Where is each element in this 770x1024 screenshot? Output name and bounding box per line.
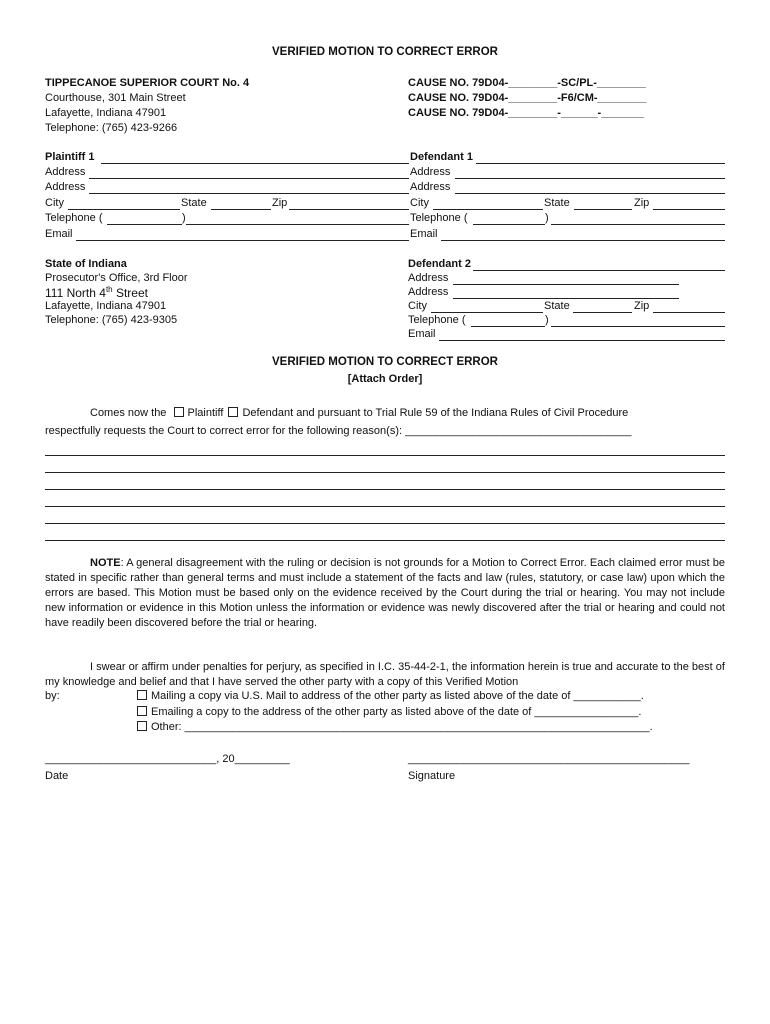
intro-line: [90, 407, 628, 419]
court-name: TIPPECANOE SUPERIOR COURT No. 4: [45, 77, 250, 89]
document-title: VERIFIED MOTION TO CORRECT ERROR: [272, 46, 498, 58]
comes-now-text: Comes now the: [90, 407, 167, 419]
defendant2-telephone-line[interactable]: [551, 326, 725, 327]
plaintiff-zip-line[interactable]: [289, 209, 409, 210]
plaintiff-name-line[interactable]: [101, 163, 409, 164]
signature-line[interactable]: ______________________________________________: [408, 753, 690, 765]
defendant2-city-line[interactable]: [431, 312, 543, 313]
defendant1-address-label: Address: [410, 166, 451, 178]
defendant2-zip-label: Zip: [634, 300, 650, 312]
plaintiff-email-label: Email: [45, 228, 73, 240]
state-street: 111 North 4th Street: [45, 285, 148, 300]
defendant1-area-code-line[interactable]: [473, 224, 545, 225]
defendant2-label: Defendant 2: [408, 258, 471, 270]
plaintiff-telephone-label: Telephone (: [45, 212, 103, 224]
defendant1-email-line[interactable]: [441, 240, 725, 241]
email-checkbox[interactable]: [137, 706, 147, 716]
reason-line-6[interactable]: [45, 540, 725, 541]
defendant1-address-line-2[interactable]: [455, 193, 725, 194]
court-address-1: Courthouse, 301 Main Street: [45, 92, 186, 104]
court-address-2: Lafayette, Indiana 47901: [45, 107, 167, 119]
defendant-option-label: Defendant and pursuant to Trial Rule 59 of the Indiana Rules of Civil Procedure: [242, 407, 629, 419]
cause-number-1: CAUSE NO. 79D04-________-SC/PL-________: [408, 77, 646, 89]
note-paragraph: [45, 556, 725, 631]
service-option-email: Emailing a copy to the address of the other party as listed above of the date of _________________.: [137, 706, 641, 718]
defendant1-email-label: Email: [410, 228, 438, 240]
defendant1-name-line[interactable]: [476, 163, 725, 164]
reason-line-4[interactable]: [45, 506, 725, 507]
intro-continuation: respectfully requests the Court to correct error for the following reason(s): _____________________________________: [45, 425, 632, 437]
defendant1-address-line-1[interactable]: [455, 178, 725, 179]
section-title: VERIFIED MOTION TO CORRECT ERROR: [272, 356, 498, 368]
prosecutor-office: Prosecutor's Office, 3rd Floor: [45, 272, 188, 284]
defendant2-name-line[interactable]: [473, 270, 725, 271]
state-label: State of Indiana: [45, 258, 127, 270]
mail-checkbox[interactable]: [137, 690, 147, 700]
cause-number-3: CAUSE NO. 79D04-________-______-_______: [408, 107, 645, 119]
defendant2-email-label: Email: [408, 328, 436, 340]
defendant2-address-label-2: Address: [408, 286, 449, 298]
defendant-checkbox[interactable]: [228, 407, 238, 417]
state-city: Lafayette, Indiana 47901: [45, 300, 167, 312]
plaintiff-area-code-line[interactable]: [107, 224, 182, 225]
defendant2-state-label: State: [544, 300, 570, 312]
defendant1-paren-close: ): [545, 212, 549, 224]
defendant1-telephone-line[interactable]: [551, 224, 725, 225]
plaintiff-label: Plaintiff 1: [45, 151, 95, 163]
plaintiff-option-label: Plaintiff: [187, 407, 224, 419]
defendant1-zip-label: Zip: [634, 197, 650, 209]
reason-line-1[interactable]: [45, 455, 725, 456]
plaintiff-city-label: City: [45, 197, 64, 209]
plaintiff-address-label: Address: [45, 166, 86, 178]
reason-line-2[interactable]: [45, 472, 725, 473]
defendant2-address-line-2[interactable]: [453, 298, 679, 299]
defendant1-zip-line[interactable]: [653, 209, 725, 210]
plaintiff-address-line-2[interactable]: [89, 193, 409, 194]
plaintiff-email-line[interactable]: [76, 240, 409, 241]
defendant1-state-label: State: [544, 197, 570, 209]
date-label: Date: [45, 770, 69, 782]
plaintiff-telephone-line[interactable]: [186, 224, 409, 225]
court-phone: Telephone: (765) 423-9266: [45, 122, 178, 134]
signature-label: Signature: [408, 770, 456, 782]
plaintiff-city-line[interactable]: [68, 209, 180, 210]
plaintiff-state-label: State: [181, 197, 207, 209]
date-line[interactable]: ____________________________, 20_________: [45, 753, 290, 765]
defendant2-email-line[interactable]: [439, 340, 725, 341]
defendant2-city-label: City: [408, 300, 427, 312]
defendant1-telephone-label: Telephone (: [410, 212, 468, 224]
service-option-mail: Mailing a copy via U.S. Mail to address of the other party as listed above of the date of ___________.: [137, 690, 644, 702]
note-label: NOTE: [90, 557, 121, 569]
swear-paragraph: [45, 660, 725, 690]
defendant1-city-line[interactable]: [433, 209, 543, 210]
defendant2-state-line[interactable]: [573, 312, 632, 313]
plaintiff-paren-close: ): [182, 212, 186, 224]
defendant1-city-label: City: [410, 197, 429, 209]
plaintiff-address-line-1[interactable]: [89, 178, 409, 179]
service-option-other: Other: ____________________________________________________________________________.: [137, 721, 653, 733]
plaintiff-zip-label: Zip: [272, 197, 288, 209]
defendant2-paren-close: ): [545, 314, 549, 326]
plaintiff-state-line[interactable]: [211, 209, 271, 210]
reason-line-5[interactable]: [45, 523, 725, 524]
section-subtitle: [Attach Order]: [347, 373, 423, 385]
swear-text: I swear or affirm under penalties for perjury, as specified in I.C. 35-44-2-1, the information herein is true and accurate to the best of my knowledge and belief and that I have served the other party with a copy of this Verified Motion: [45, 661, 725, 688]
defendant2-zip-line[interactable]: [653, 312, 725, 313]
defendant1-state-line[interactable]: [574, 209, 632, 210]
defendant1-label: Defendant 1: [410, 151, 473, 163]
defendant2-telephone-label: Telephone (: [408, 314, 466, 326]
defendant2-area-code-line[interactable]: [471, 326, 545, 327]
defendant2-address-label: Address: [408, 272, 449, 284]
state-phone: Telephone: (765) 423-9305: [45, 314, 178, 326]
other-checkbox[interactable]: [137, 721, 147, 731]
plaintiff-checkbox[interactable]: [174, 407, 184, 417]
defendant2-address-line-1[interactable]: [453, 284, 679, 285]
reason-line-3[interactable]: [45, 489, 725, 490]
defendant1-address-label-2: Address: [410, 181, 451, 193]
note-text: : A general disagreement with the ruling or decision is not grounds for a Motion to Correct Error. Each claimed error must be stated in specific rather than general terms and must include a statement of the facts and law (rules, statutory, or case law) upon which the errors are based. This Motion must be based only on the evidence received by the Court during the trial or hearing. You may not include new information or evidence in this Motion unless the information or evidence was newly discovered after the trial or hearing and could not have readily been discovered before the trial or hearing.: [45, 557, 725, 629]
cause-number-2: CAUSE NO. 79D04-________-F6/CM-________: [408, 92, 647, 104]
plaintiff-address-label-2: Address: [45, 181, 86, 193]
by-label: by:: [45, 690, 60, 702]
